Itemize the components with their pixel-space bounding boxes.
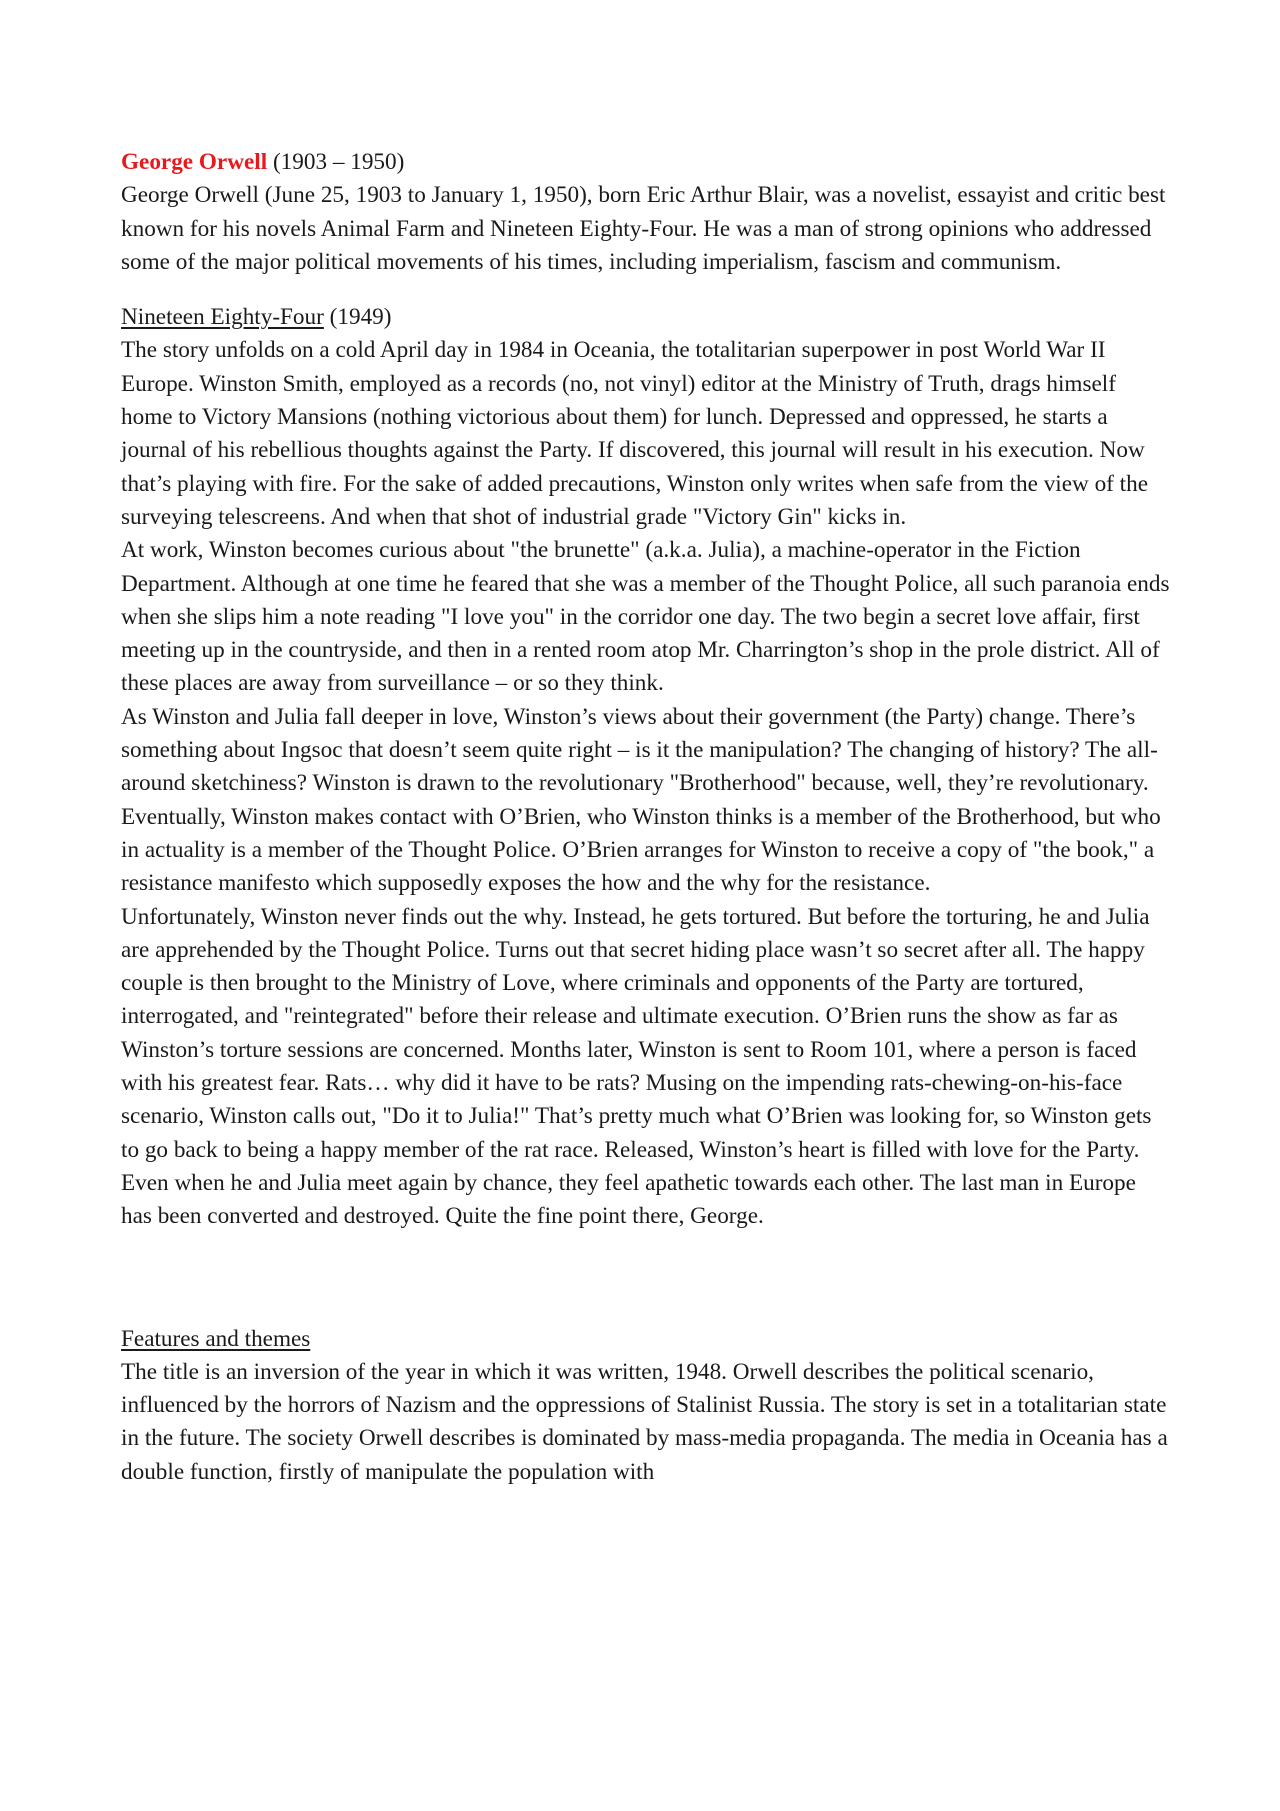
plot-paragraph-4: Unfortunately, Winston never finds out the why. Instead, he gets tortured. But before the torturing, he and Julia are apprehended by the Thought Police. Turns out that secret hiding place wasn’t so secret after all. The happy couple is then brought to the Ministry of Love, where criminals and opponents of the Party are tortured, interrogated, and "reintegrated" before their release and ultimate execution. O’Brien runs the show as far as Winston’s torture sessions are concerned. Months later, Winston is sent to Room 101, where a person is faced with his greatest fear. Rats… why did it have to be rats? Musing on the impending rats-chewing-on-his-face scenario, Winston calls out, "Do it to Julia!" That’s pretty much what O’Brien was looking for, so Winston gets to go back to being a happy member of the rat race. Released, Winston’s heart is filled with love for the Party. Even when he and Julia meet again by chance, they feel apathetic towards each other. The last man in Europe has been converted and destroyed. Quite the fine point there, George. (121, 903, 1152, 1230)
themes-title: Features and themes (121, 1325, 311, 1352)
plot-paragraph-3: As Winston and Julia fall deeper in love, Winston’s views about their government (the Party) change. There’s something about Ingsoc that doesn’t seem quite right – is it the manipulation? The changing of history? The all-around sketchiness? Winston is drawn to the revolutionary "Brotherhood" because, well, they’re revolutionary. Eventually, Winston makes contact with O’Brien, who Winston thinks is a member of the Brotherhood, but who in actuality is a member of the Thought Police. O’Brien arranges for Winston to receive a copy of "the book," a resistance manifesto which supposedly exposes the how and the why for the resistance. (121, 703, 1161, 897)
author-heading (121, 146, 1171, 179)
plot-paragraph-1: The story unfolds on a cold April day in 1984 in Oceania, the totalitarian superpower in post World War II Europe. Winston Smith, employed as a records (no, not vinyl) editor at the Ministry of Truth, drags himself home to Victory Mansions (nothing victorious about them) for lunch. Depressed and oppressed, he starts a journal of his rebellious thoughts against the Party. If discovered, this journal will result in his execution. Now that’s playing with fire. For the sake of added precautions, Winston only writes when safe from the view of the surveying telescreens. And when that shot of industrial grade "Victory Gin" kicks in. (121, 337, 1149, 530)
themes-paragraph: The title is an inversion of the year in which it was written, 1948. Orwell describes the political scenario, influenced by the horrors of Nazism and the oppressions of Stalinist Russia. The story is set in a totalitarian state in the future. The society Orwell describes is dominated by mass-media propaganda. The media in Oceania has a double function, firstly of manipulate the population with (121, 1358, 1168, 1485)
author-dates: (1903 – 1950) (267, 149, 405, 175)
author-bio: George Orwell (June 25, 1903 to January 1, 1950), born Eric Arthur Blair, was a novelist, essayist and critic best known for his novels Animal Farm and Nineteen Eighty-Four. He was a man of strong opinions who addressed some of the major political movements of his times, including imperialism, fascism and communism. (121, 182, 1166, 275)
spacer (121, 279, 1171, 301)
novel-title: Nineteen Eighty-Four (121, 304, 324, 331)
novel-heading (121, 301, 1171, 334)
spacer (121, 1234, 1171, 1323)
plot-paragraph-2: At work, Winston becomes curious about "the brunette" (a.k.a. Julia), a machine-operator in the Fiction Department. Although at one time he feared that she was a member of the Thought Police, all such paranoia ends when she slips him a note reading "I love you" in the corridor one day. The two begin a secret love affair, first meeting up in the countryside, and then in a rented room atop Mr. Charrington’s shop in the prole district. All of these places are away from surveillance – or so they think. (121, 537, 1170, 697)
themes-heading (121, 1323, 1171, 1356)
novel-year: (1949) (323, 304, 392, 331)
author-name: George Orwell (121, 149, 268, 175)
document-page (121, 146, 1171, 1489)
